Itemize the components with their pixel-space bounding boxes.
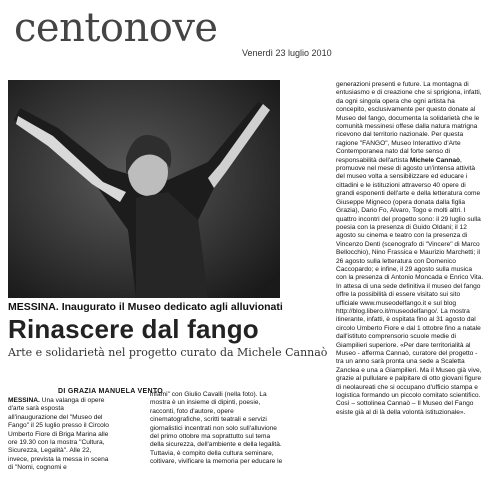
publication-date: Venerdì 23 luglio 2010 [242, 48, 332, 58]
dateline-city: MESSINA. [8, 397, 40, 404]
body-column-2 [150, 391, 285, 467]
article-kicker [8, 301, 328, 313]
body-text-1: Una valanga di opere d'arte sarà esposta all'inaugurazione del "Museo del Fango" il 25 luglio presso il Circolo Umberto Fiore di Briga Marina alle ore 19.30 con la mostra "Cultura, Sicurezza, Legalità". Alle 22, invece, prevista la messa in scena di "Nomi, cognomi e [8, 397, 109, 472]
body-column-1 [8, 397, 112, 473]
body-column-3 [336, 81, 484, 417]
newspaper-title: centonove [14, 5, 218, 51]
body-text-3b: , promuove nel mese di agosto un'intensa attività del museo volta a sensibilizzare ed educare i cittadini e le istituzioni attraverso 40 opere di grandi esponenti dell'arte e della letteratura come Giuseppe Migneco (opera donata dalla figlia Grazia), Dario Fo, Alvaro, Togo e molti altri. I quattro incontri del progetto sono: il 29 luglio sulla poesia con la presenza di Guido Oldani; il 12 agosto su cinema e teatro con la presenza di Vincenzo Denti (scenografo di "Vincere" di Marco Bellocchio), Nino Frassica e Maurizio Marchetti; il 26 agosto sulla letteratura con Domenico Caccopardo; e infine, il 29 agosto sulla musica con la presenza di Antonio Moncada e Enrico Vita. In attesa di una sede definitiva il museo del fango offre la possibilità di essere visitato sui sito ufficiale www.museodelfango.it e sul blog http://blog.libero.it/museodelfango/. La mostra itinerante, infatti, è ospitata fino al 31 agosto dal circolo Umberto Fiore e dal 1 ottobre fino a natale dall'istituto comprensorio scuole medie di Giampilieri superiore. «Per dare territorialità al Museo - afferma Cannaò, curatore del progetto - tra un anno sarà pronta una sede a Scaletta Zanclea e una a Giampilieri. Ma il Museo già vive, grazie al pullulare e palpitare di otto giovani figure di neolaureati che si occupano d'ufficio stampa e logistica formando un piccolo comitato scientifico. Così – sottolinea Cannaò – Il Museo del Fango esiste già al di là della volontà istituzionale». [336, 156, 484, 416]
article-subheadline: Arte e solidarietà nel progetto curato da Michele Cannaò [8, 346, 328, 359]
article-headline: Rinascere dal fango [8, 314, 259, 344]
masthead [14, 4, 484, 58]
kicker-city: MESSINA. [8, 301, 59, 313]
kicker-text: Inaugurato il Museo dedicato agli alluvionati [61, 301, 283, 313]
article-photo [8, 80, 280, 298]
body-text-3a: generazioni presenti e future. La montagna di entusiasmo e di creazione che si sprigiona, infatti, da ogni singola opera che ogni artista ha concepito, esclusivamente per questo donate al Museo del fango, documenta la solidarietà che le comunità messinesi offese dalla natura matrigna ricevono dal territorio nazionale. Per questa ragione "FANGO", Museo Interattivo d'Arte Contemporanea nato dal forte senso di responsabilità dell'artista [336, 81, 482, 164]
body-text-2: infami" con Giulio Cavalli (nella foto). La mostra è un insieme di dipinti, poesie, racconti, foto d'autore, opere cinematografiche, scritti teatrali e servizi giornalistici incentrati non solo sull'alluvione del primo ottobre ma soprattutto sul tema della sicurezza, dell'ambiente e della legalità. Tuttavia, è compito della cultura seminare, coltivare, vivificare la memoria per educare le [150, 391, 283, 466]
artist-name: Michele Cannaò [409, 156, 461, 164]
article-byline: DI GRAZIA MANUELA VENTO [58, 388, 164, 395]
